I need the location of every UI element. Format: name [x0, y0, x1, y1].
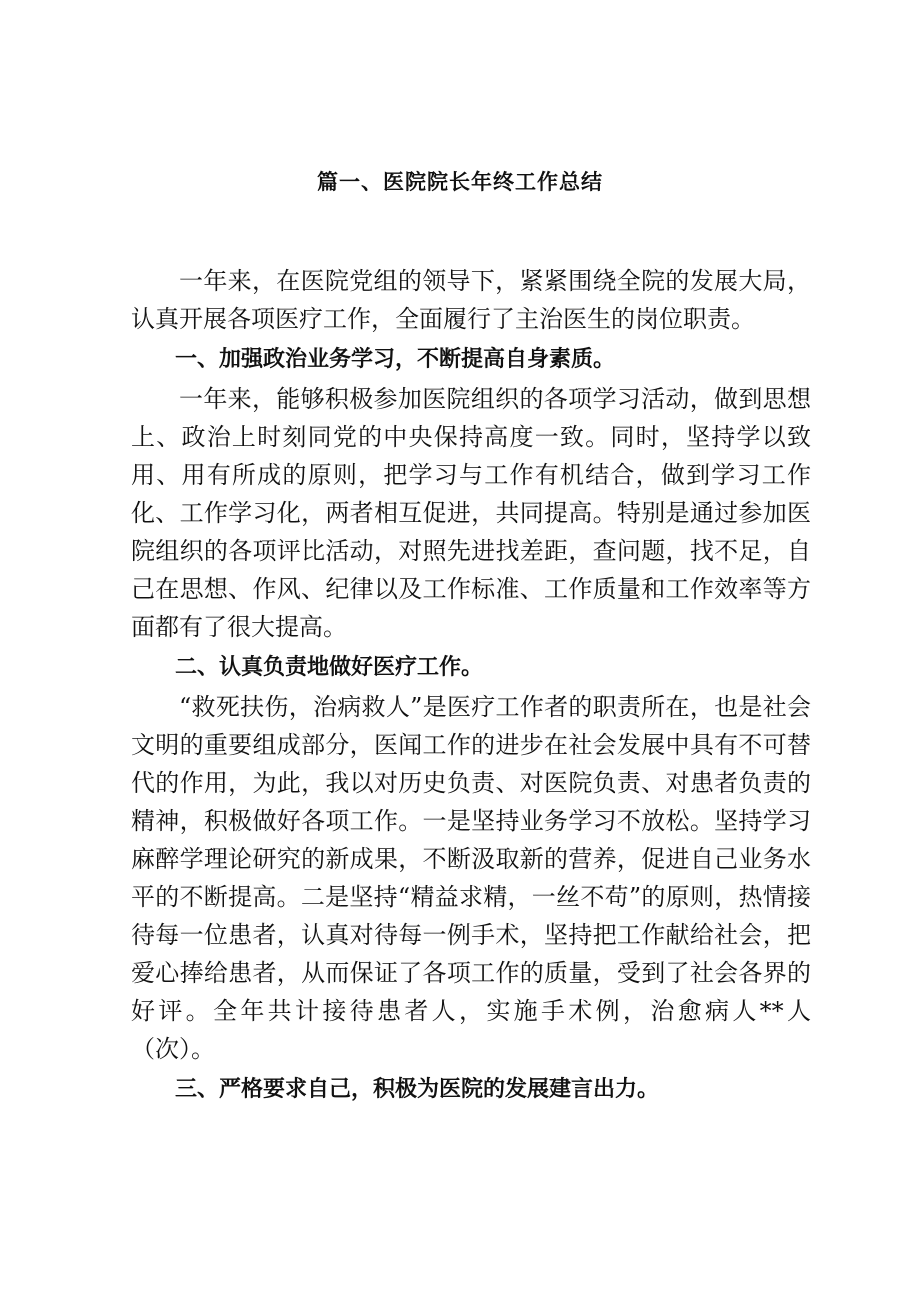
section-2-heading: 二、认真负责地做好医疗工作。 [175, 655, 484, 680]
section-1-paragraph: 一年来，能够积极参加医院组织的各项学习活动，做到思想上、政治上时刻同党的中央保持高度一致。同时，坚持学以致用、用有所成的原则，把学习与工作有机结合，做到学习工作化、工作学习化，两者相互促进，共同提高。特别是通过参加医院组织的各项评比活动，对照先进找差距，查问题，找不足，自己在思想、作风、纪律以及工作标准、工作质量和工作效率等方面都有了很大提高。 [131, 385, 811, 641]
document-body [131, 262, 811, 1110]
section-3-heading: 三、严格要求自己，积极为医院的发展建言出力。 [175, 1077, 660, 1102]
section-1-heading: 一、加强政治业务学习，不断提高自身素质。 [175, 347, 616, 372]
document-title: 篇一、医院院长年终工作总结 [317, 170, 603, 194]
section-2-paragraph: “救死扶伤，治病救人”是医疗工作者的职责所在，也是社会文明的重要组成部分，医闻工作的进步在社会发展中具有不可替代的作用，为此，我以对历史负责、对医院负责、对患者负责的精神，积极做好各项工作。一是坚持业务学习不放松。坚持学习麻醉学理论研究的新成果，不断汲取新的营养，促进自己业务水平的不断提高。二是坚持“精益求精，一丝不苟”的原则，热情接待每一位患者，认真对待每一例手术，坚持把工作献给社会，把爱心捧给患者，从而保证了各项工作的质量，受到了社会各界的好评。全年共计接待患者人，实施手术例，治愈病人**人（次）。 [131, 693, 811, 1063]
intro-paragraph: 一年来，在医院党组的领导下，紧紧围绕全院的发展大局，认真开展各项医疗工作，全面履行了主治医生的岗位职责。 [131, 267, 811, 333]
